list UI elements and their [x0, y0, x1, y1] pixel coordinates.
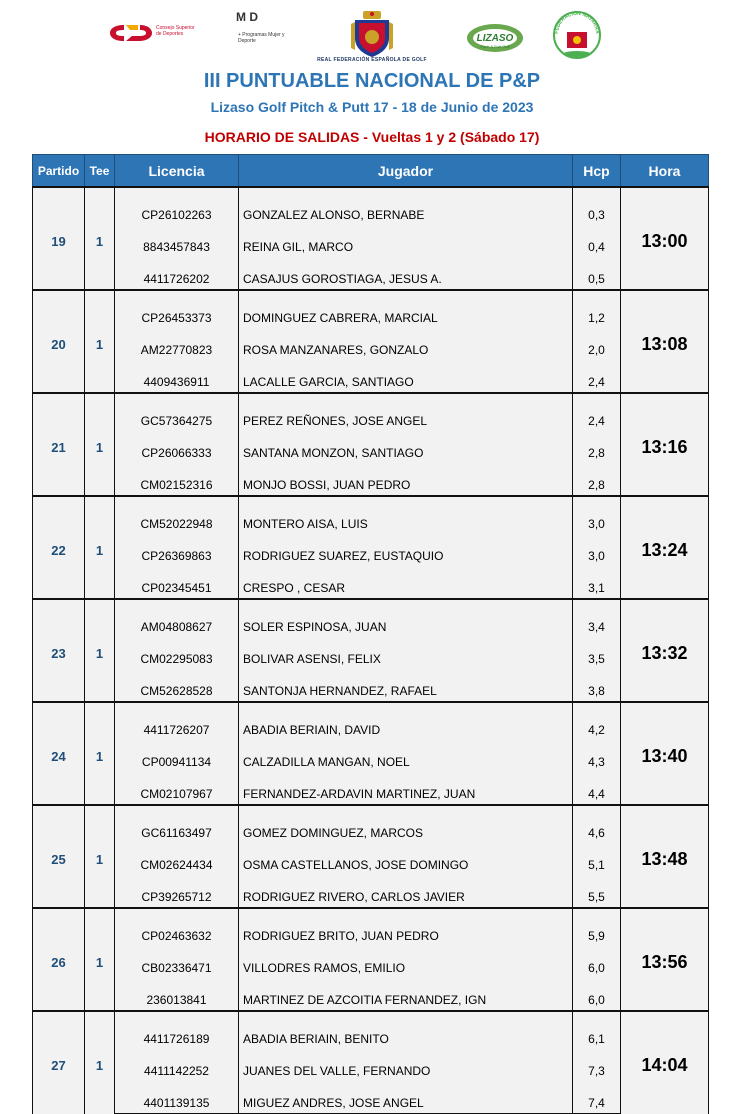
hora-cell: 13:32 — [621, 599, 709, 702]
jugador-cell: LACALLE GARCIA, SANTIAGO — [239, 360, 573, 393]
table-row — [33, 1049, 709, 1081]
jugador-cell: PEREZ REÑONES, JOSE ANGEL — [239, 393, 573, 431]
tee-cell: 1 — [85, 599, 115, 702]
licencia-cell: 4411726207 — [115, 702, 239, 740]
jugador-cell: RODRIGUEZ SUAREZ, EUSTAQUIO — [239, 534, 573, 566]
jugador-cell: CRESPO , CESAR — [239, 566, 573, 599]
lizaso-logo-text: LIZASO — [476, 33, 514, 44]
hcp-cell: 3,1 — [573, 566, 621, 599]
header-hcp: Hcp — [573, 155, 621, 188]
tee-cell: 1 — [85, 908, 115, 1011]
table-row — [33, 875, 709, 908]
jugador-cell: FERNANDEZ-ARDAVIN MARTINEZ, JUAN — [239, 772, 573, 805]
table-row — [33, 360, 709, 393]
hora-cell: 13:48 — [621, 805, 709, 908]
hcp-cell: 3,0 — [573, 496, 621, 534]
federacion-navarra-logo-text: FEDERACIÓN NAVARRA — [553, 10, 601, 35]
hcp-cell: 4,4 — [573, 772, 621, 805]
licencia-cell: 8843457843 — [115, 225, 239, 257]
partido-cell: 27 — [33, 1011, 85, 1114]
hcp-cell: 7,3 — [573, 1049, 621, 1081]
header-licencia: Licencia — [115, 155, 239, 188]
jugador-cell: VILLODRES RAMOS, EMILIO — [239, 946, 573, 978]
jugador-cell: CASAJUS GOROSTIAGA, JESUS A. — [239, 257, 573, 290]
jugador-cell: ABADIA BERIAIN, BENITO — [239, 1011, 573, 1049]
table-row — [33, 772, 709, 805]
myd-logo-text: + Programas Mujer y Deporte — [238, 32, 285, 44]
hcp-cell: 5,9 — [573, 908, 621, 946]
hcp-cell: 3,4 — [573, 599, 621, 637]
jugador-cell: SOLER ESPINOSA, JUAN — [239, 599, 573, 637]
logo-bar — [0, 8, 744, 60]
hcp-cell: 6,0 — [573, 978, 621, 1011]
hcp-cell: 3,5 — [573, 637, 621, 669]
licencia-cell: 4409436911 — [115, 360, 239, 393]
licencia-cell: 4411726189 — [115, 1011, 239, 1049]
hcp-cell: 5,5 — [573, 875, 621, 908]
hcp-cell: 0,3 — [573, 187, 621, 225]
jugador-cell: RODRIGUEZ RIVERO, CARLOS JAVIER — [239, 875, 573, 908]
table-row — [33, 393, 709, 431]
licencia-cell: CM02295083 — [115, 637, 239, 669]
licencia-cell: CP02345451 — [115, 566, 239, 599]
table-row — [33, 1081, 709, 1114]
event-title: III PUNTUABLE NACIONAL DE P&P — [203, 70, 541, 92]
licencia-cell: CM02624434 — [115, 843, 239, 875]
jugador-cell: ABADIA BERIAIN, DAVID — [239, 702, 573, 740]
licencia-cell: 4401139135 — [115, 1081, 239, 1114]
partido-cell: 22 — [33, 496, 85, 599]
header-jugador: Jugador — [239, 155, 573, 188]
tee-cell: 1 — [85, 702, 115, 805]
csd-logo — [108, 22, 154, 44]
licencia-cell: CM52022948 — [115, 496, 239, 534]
hcp-cell: 3,0 — [573, 534, 621, 566]
hcp-cell: 2,8 — [573, 463, 621, 496]
hcp-cell: 2,0 — [573, 328, 621, 360]
jugador-cell: JUANES DEL VALLE, FERNANDO — [239, 1049, 573, 1081]
licencia-cell: CP26369863 — [115, 534, 239, 566]
licencia-cell: CP26066333 — [115, 431, 239, 463]
table-row — [33, 187, 709, 225]
table-row — [33, 257, 709, 290]
table-row — [33, 566, 709, 599]
hcp-cell: 4,6 — [573, 805, 621, 843]
table-row — [33, 637, 709, 669]
hcp-cell: 2,8 — [573, 431, 621, 463]
partido-cell: 23 — [33, 599, 85, 702]
licencia-cell: GC61163497 — [115, 805, 239, 843]
table-row — [33, 805, 709, 843]
table-row — [33, 290, 709, 328]
jugador-cell: DOMINGUEZ CABRERA, MARCIAL — [239, 290, 573, 328]
jugador-cell: MARTINEZ DE AZCOITIA FERNANDEZ, IGN — [239, 978, 573, 1011]
header-hora: Hora — [621, 155, 709, 188]
licencia-cell: CM52628528 — [115, 669, 239, 702]
jugador-cell: MIGUEZ ANDRES, JOSE ANGEL — [239, 1081, 573, 1114]
hcp-cell: 6,0 — [573, 946, 621, 978]
csd-logo-text: Consejo Superior de Deportes — [156, 25, 195, 37]
partido-cell: 19 — [33, 187, 85, 290]
partido-cell: 24 — [33, 702, 85, 805]
jugador-cell: SANTANA MONZON, SANTIAGO — [239, 431, 573, 463]
tee-cell: 1 — [85, 187, 115, 290]
table-row — [33, 328, 709, 360]
hcp-cell: 7,4 — [573, 1081, 621, 1114]
table-row — [33, 496, 709, 534]
jugador-cell: OSMA CASTELLANOS, JOSE DOMINGO — [239, 843, 573, 875]
hcp-cell: 4,2 — [573, 702, 621, 740]
myd-logo — [226, 10, 296, 24]
header-partido: Partido — [33, 155, 85, 188]
hora-cell: 13:24 — [621, 496, 709, 599]
licencia-cell: CB02336471 — [115, 946, 239, 978]
licencia-cell: CP39265712 — [115, 875, 239, 908]
myd-logo-mark: M D — [236, 10, 258, 24]
table-header-row — [33, 155, 709, 188]
table-row — [33, 534, 709, 566]
tee-cell: 1 — [85, 393, 115, 496]
jugador-cell: MONTERO AISA, LUIS — [239, 496, 573, 534]
hora-cell: 14:04 — [621, 1011, 709, 1114]
table-row — [33, 1011, 709, 1049]
jugador-cell: GOMEZ DOMINGUEZ, MARCOS — [239, 805, 573, 843]
licencia-cell: CM02107967 — [115, 772, 239, 805]
licencia-cell: CP00941134 — [115, 740, 239, 772]
hora-cell: 13:56 — [621, 908, 709, 1011]
jugador-cell: CALZADILLA MANGAN, NOEL — [239, 740, 573, 772]
jugador-cell: RODRIGUEZ BRITO, JUAN PEDRO — [239, 908, 573, 946]
hcp-cell: 3,8 — [573, 669, 621, 702]
table-row — [33, 599, 709, 637]
partido-cell: 20 — [33, 290, 85, 393]
rfeg-crest-logo — [349, 10, 395, 58]
federation-name: REAL FEDERACIÓN ESPAÑOLA DE GOLF — [317, 57, 427, 63]
table-row — [33, 431, 709, 463]
tee-times-table — [32, 154, 709, 1114]
hcp-cell: 2,4 — [573, 360, 621, 393]
jugador-cell: MONJO BOSSI, JUAN PEDRO — [239, 463, 573, 496]
hora-cell: 13:40 — [621, 702, 709, 805]
partido-cell: 25 — [33, 805, 85, 908]
licencia-cell: 236013841 — [115, 978, 239, 1011]
hora-cell: 13:00 — [621, 187, 709, 290]
hcp-cell: 2,4 — [573, 393, 621, 431]
event-subtitle: Lizaso Golf Pitch & Putt 17 - 18 de Junio de 2023 — [210, 99, 534, 115]
table-row — [33, 702, 709, 740]
licencia-cell: CP26453373 — [115, 290, 239, 328]
federacion-navarra-logo — [548, 10, 606, 60]
hcp-cell: 6,1 — [573, 1011, 621, 1049]
tee-cell: 1 — [85, 1011, 115, 1114]
table-row — [33, 978, 709, 1011]
hcp-cell: 5,1 — [573, 843, 621, 875]
table-row — [33, 463, 709, 496]
jugador-cell: BOLIVAR ASENSI, FELIX — [239, 637, 573, 669]
tee-cell: 1 — [85, 805, 115, 908]
table-row — [33, 843, 709, 875]
jugador-cell: SANTONJA HERNANDEZ, RAFAEL — [239, 669, 573, 702]
partido-cell: 26 — [33, 908, 85, 1011]
licencia-cell: 4411726202 — [115, 257, 239, 290]
hora-cell: 13:16 — [621, 393, 709, 496]
hcp-cell: 0,4 — [573, 225, 621, 257]
table-row — [33, 669, 709, 702]
lizaso-logo — [464, 16, 526, 56]
table-row — [33, 225, 709, 257]
table-row — [33, 946, 709, 978]
partido-cell: 21 — [33, 393, 85, 496]
lizaso-logo-subtext: Pitch & Putt Golf — [480, 44, 510, 49]
jugador-cell: ROSA MANZANARES, GONZALO — [239, 328, 573, 360]
licencia-cell: 4411142252 — [115, 1049, 239, 1081]
hcp-cell: 0,5 — [573, 257, 621, 290]
licencia-cell: GC57364275 — [115, 393, 239, 431]
licencia-cell: AM22770823 — [115, 328, 239, 360]
tee-cell: 1 — [85, 496, 115, 599]
hcp-cell: 1,2 — [573, 290, 621, 328]
hora-cell: 13:08 — [621, 290, 709, 393]
schedule-heading: HORARIO DE SALIDAS - Vueltas 1 y 2 (Sábado 17) — [204, 129, 540, 145]
jugador-cell: REINA GIL, MARCO — [239, 225, 573, 257]
tee-cell: 1 — [85, 290, 115, 393]
header-tee: Tee — [85, 155, 115, 188]
hcp-cell: 4,3 — [573, 740, 621, 772]
jugador-cell: GONZALEZ ALONSO, BERNABE — [239, 187, 573, 225]
licencia-cell: CP02463632 — [115, 908, 239, 946]
table-row — [33, 740, 709, 772]
table-row — [33, 908, 709, 946]
licencia-cell: AM04808627 — [115, 599, 239, 637]
licencia-cell: CM02152316 — [115, 463, 239, 496]
licencia-cell: CP26102263 — [115, 187, 239, 225]
